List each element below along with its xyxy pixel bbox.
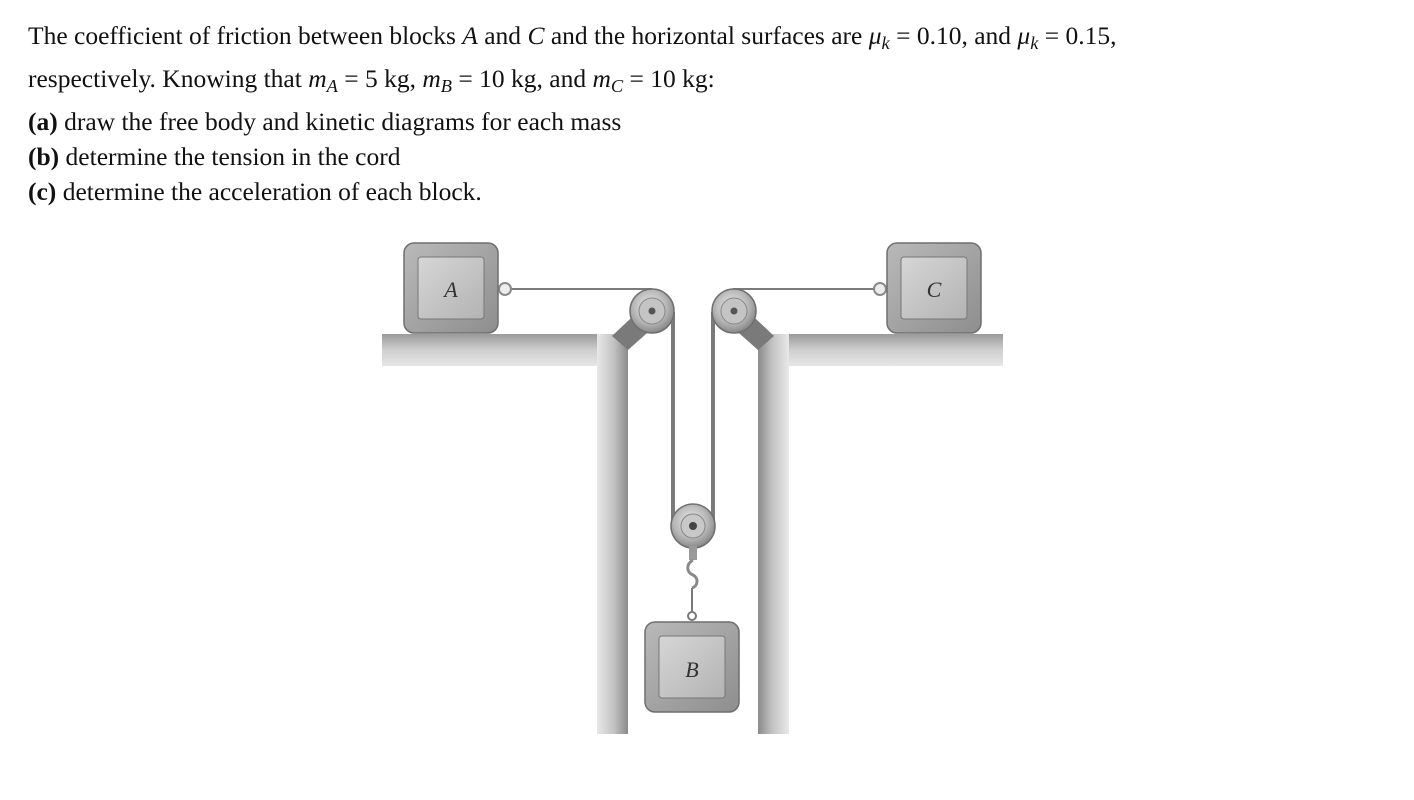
block-a-symbol: A bbox=[462, 21, 478, 50]
m-symbol-b: m bbox=[422, 64, 441, 94]
mu-a-value: = 0.10, and bbox=[889, 21, 1018, 50]
part-b-text: determine the tension in the cord bbox=[59, 142, 401, 172]
m-subscript-c: C bbox=[610, 76, 624, 97]
right-fixed-pulley bbox=[712, 289, 756, 333]
block-c-symbol: C bbox=[527, 21, 545, 50]
part-a-label: (a) bbox=[28, 107, 58, 137]
ma-value: = 5 kg, bbox=[337, 64, 423, 94]
mb-value: = 10 kg, and bbox=[452, 64, 593, 94]
part-c-text: determine the acceleration of each block. bbox=[56, 177, 482, 207]
right-support bbox=[758, 334, 1003, 734]
m-subscript-b: B bbox=[440, 76, 452, 97]
right-vertical-wall bbox=[758, 334, 789, 734]
part-b-label: (b) bbox=[28, 142, 60, 172]
left-support bbox=[382, 334, 628, 734]
part-c-label: (c) bbox=[28, 177, 57, 207]
block-c bbox=[874, 243, 981, 333]
line2-start: respectively. Knowing that bbox=[28, 64, 309, 94]
intro-text-2: and the horizontal surfaces are bbox=[544, 21, 869, 50]
block-b bbox=[645, 622, 739, 712]
mu-c-value: = 0.15, bbox=[1038, 21, 1117, 50]
m-symbol-a: m bbox=[308, 64, 327, 94]
left-horizontal-surface bbox=[382, 334, 628, 366]
right-horizontal-surface bbox=[758, 334, 1003, 366]
block-a-label: A bbox=[444, 277, 458, 302]
mc-value: = 10 kg: bbox=[623, 64, 715, 94]
cord bbox=[510, 289, 878, 525]
intro-text-1: The coefficient of friction between blocks bbox=[28, 21, 463, 50]
mu-subscript-c: k bbox=[1030, 33, 1039, 54]
block-b-label: B bbox=[685, 657, 699, 682]
left-fixed-pulley bbox=[630, 289, 674, 333]
mu-symbol-a: μ bbox=[868, 21, 882, 50]
left-vertical-wall bbox=[597, 334, 628, 734]
block-a bbox=[404, 243, 511, 333]
block-c-label: C bbox=[926, 277, 942, 302]
mu-symbol-c: μ bbox=[1017, 21, 1031, 50]
moving-pulley bbox=[671, 504, 715, 620]
m-subscript-a: A bbox=[326, 76, 338, 97]
and-text: and bbox=[477, 21, 528, 50]
part-a-text: draw the free body and kinetic diagrams for each mass bbox=[57, 107, 622, 137]
m-symbol-c: m bbox=[592, 64, 611, 94]
mu-subscript-a: k bbox=[881, 33, 890, 54]
